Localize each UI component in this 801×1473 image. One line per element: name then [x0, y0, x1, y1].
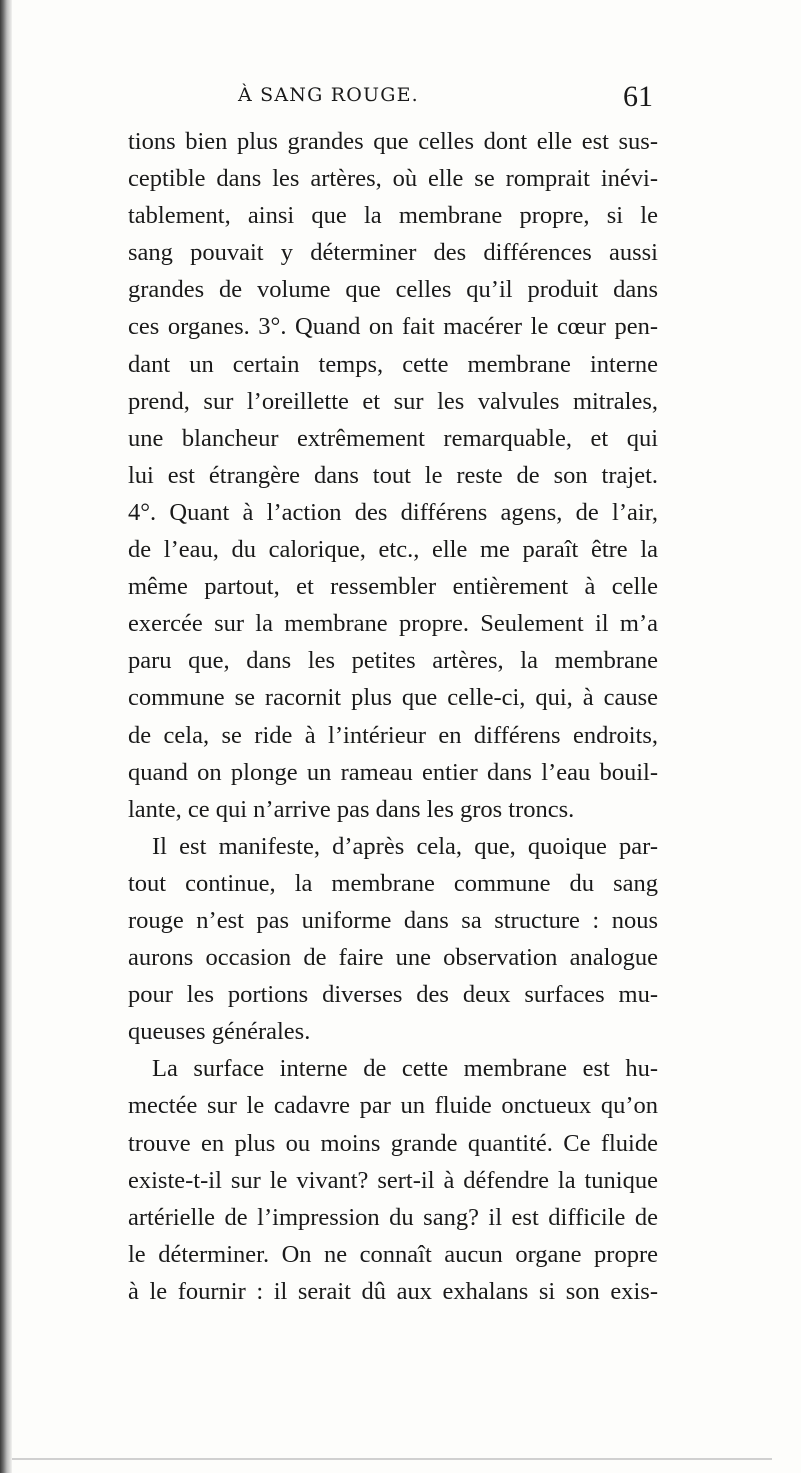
text-line: ceptible dans les artères, où elle se romprait inévi- [128, 165, 658, 193]
text-line: de cela, se ride à l’intérieur en différens endroits, [128, 721, 658, 749]
text-line: de l’eau, du calorique, etc., elle me paraît être la [128, 536, 658, 564]
text-line: tions bien plus grandes que celles dont elle est sus- [128, 128, 658, 155]
text-line: tout continue, la membrane commune du sang [128, 869, 658, 897]
text-line: aurons occasion de faire une observation analogue [128, 944, 658, 972]
text-line: rouge n’est pas uniforme dans sa structure : nous [128, 906, 658, 934]
text-line: sang pouvait y déterminer des différences aussi [128, 239, 658, 267]
text-line: même partout, et ressembler entièrement à celle [128, 573, 658, 601]
text-line: dant un certain temps, cette membrane interne [128, 350, 658, 378]
body-text [128, 123, 658, 1310]
text-line: quand on plonge un rameau entier dans l’eau bouil- [128, 758, 658, 786]
text-line: paru que, dans les petites artères, la membrane [128, 647, 658, 675]
text-line: une blancheur extrêmement remarquable, et qui [128, 424, 658, 452]
text-line: lui est étrangère dans tout le reste de son trajet. [128, 461, 658, 489]
text-line: grandes de volume que celles qu’il produit dans [128, 276, 658, 304]
text-line: existe-t-il sur le vivant? sert-il à défendre la tunique [128, 1166, 658, 1194]
page-bottom-edge [12, 1458, 772, 1460]
paragraph-first-line: Il est manifeste, d’après cela, que, quoique par- [152, 832, 658, 860]
text-line: tablement, ainsi que la membrane propre, si le [128, 202, 658, 230]
text-line: 4°. Quant à l’action des différens agens, de l’air, [128, 498, 658, 526]
text-line: prend, sur l’oreillette et sur les valvules mitrales, [128, 387, 658, 415]
text-line: le déterminer. On ne connaît aucun organe propre [128, 1240, 658, 1268]
running-title: À SANG ROUGE. [238, 84, 419, 106]
text-line: commune se racornit plus que celle-ci, qui, à cause [128, 684, 658, 712]
paragraph-first-line: La surface interne de cette membrane est hu- [152, 1055, 658, 1083]
text-line: mectée sur le cadavre par un fluide onctueux qu’on [128, 1092, 658, 1120]
text-line: exercée sur la membrane propre. Seulement il m’a [128, 610, 658, 638]
text-line: à le fournir : il serait dû aux exhalans si son exis- [128, 1277, 658, 1305]
text-line: trouve en plus ou moins grande quantité. Ce fluide [128, 1129, 658, 1157]
page-number: 61 [623, 80, 653, 113]
text-line: queuses générales. [128, 1018, 311, 1046]
text-line: ces organes. 3°. Quand on fait macérer le cœur pen- [128, 313, 658, 341]
text-line: pour les portions diverses des deux surfaces mu- [128, 981, 658, 1009]
text-line: lante, ce qui n’arrive pas dans les gros troncs. [128, 795, 575, 823]
text-line: artérielle de l’impression du sang? il est difficile de [128, 1203, 658, 1231]
book-binding-edge [0, 0, 12, 1473]
page-header [128, 80, 653, 116]
